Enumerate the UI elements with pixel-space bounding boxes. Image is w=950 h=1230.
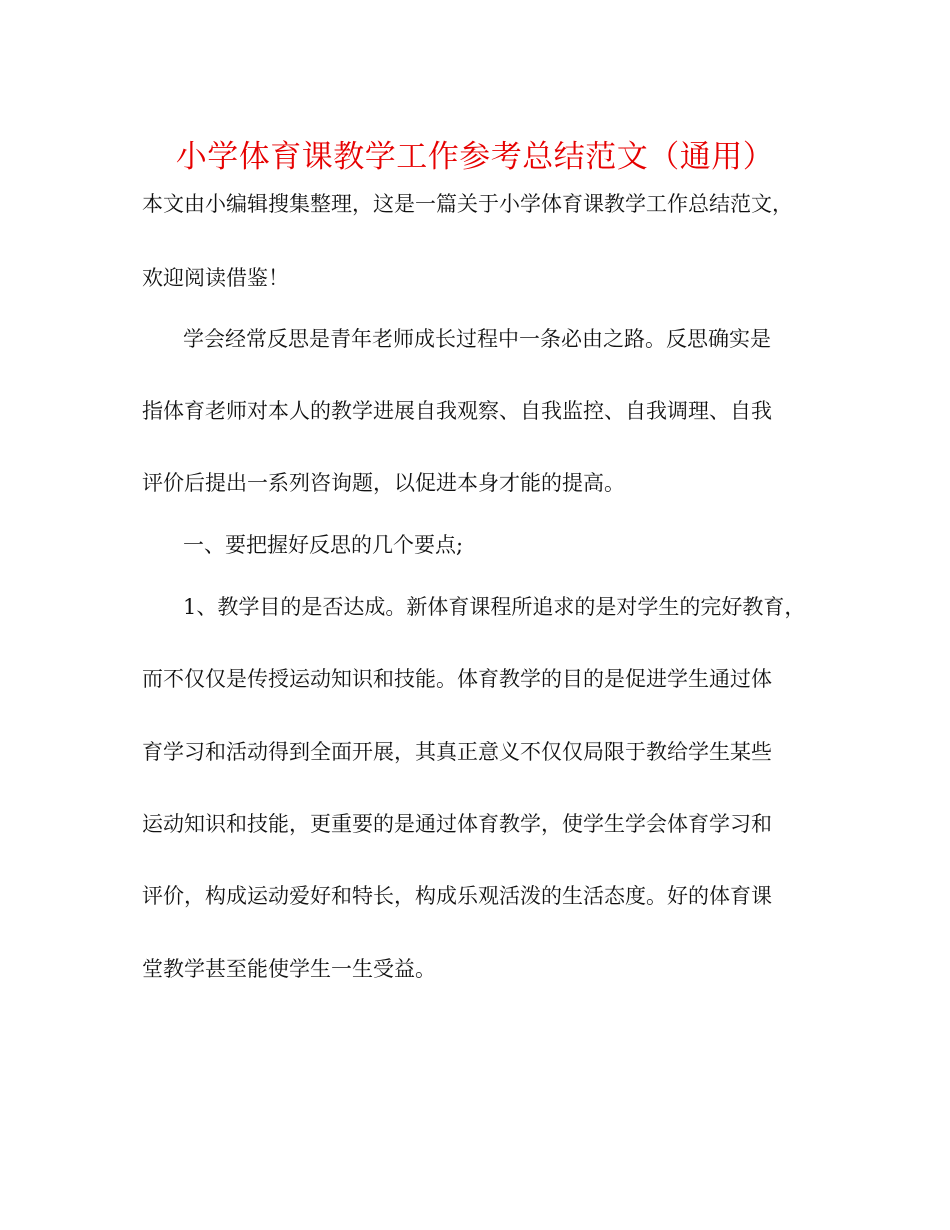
text-line-11: 评价，构成运动爱好和特长，构成乐观活泼的生活态度。好的体育课 bbox=[142, 884, 772, 908]
text-line-8: 而不仅仅是传授运动知识和技能。体育教学的目的是促进学生通过体 bbox=[142, 667, 772, 691]
text-line-3: 学会经常反思是青年老师成长过程中一条必由之路。反思确实是 bbox=[183, 327, 771, 351]
text-line-1: 本文由小编辑搜集整理，这是一篇关于小学体育课教学工作总结范文， bbox=[142, 192, 793, 216]
text-line-9: 育学习和活动得到全面开展，其真正意义不仅仅局限于教给学生某些 bbox=[142, 740, 772, 764]
text-line-5: 评价后提出一系列咨询题，以促进本身才能的提高。 bbox=[142, 471, 625, 495]
text-line-12: 堂教学甚至能使学生一生受益。 bbox=[142, 957, 436, 981]
text-line-4: 指体育老师对本人的教学进展自我观察、自我监控、自我调理、自我 bbox=[142, 399, 772, 423]
document-title: 小学体育课教学工作参考总结范文（通用） bbox=[175, 139, 775, 175]
text-line-2: 欢迎阅读借鉴！ bbox=[142, 266, 289, 290]
text-line-10: 运动知识和技能，更重要的是通过体育教学，使学生学会体育学习和 bbox=[142, 812, 772, 836]
text-line-6: 一、要把握好反思的几个要点; bbox=[183, 533, 464, 557]
text-line-7: 1、教学目的是否达成。新体育课程所追求的是对学生的完好教育， bbox=[183, 595, 806, 619]
